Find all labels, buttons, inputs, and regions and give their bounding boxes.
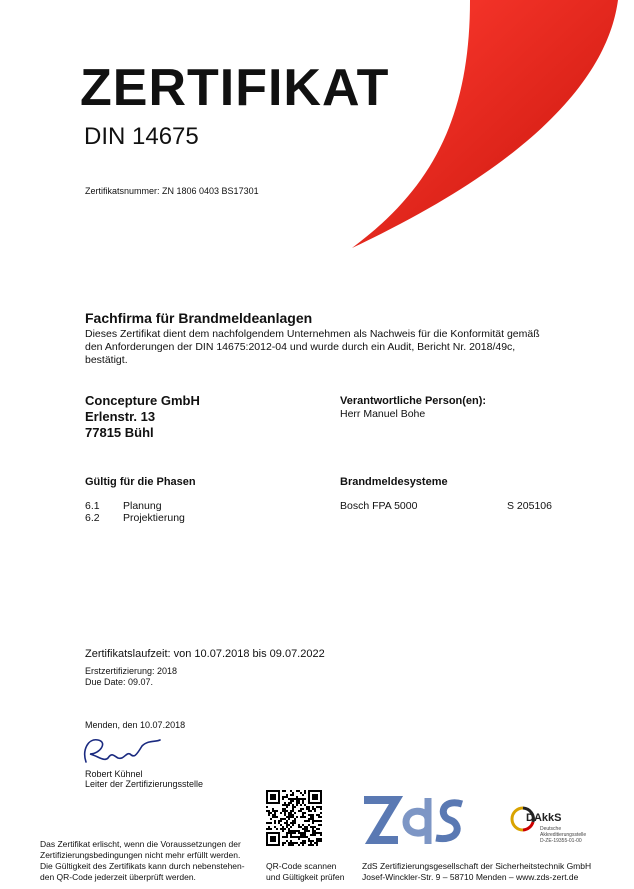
intro-text-line-3: bestätigt. [85, 354, 128, 366]
footer-notice-line: den QR-Code jederzeit überprüft werden. [40, 872, 196, 882]
standard-label: DIN 14675 [84, 123, 199, 150]
first-certification: Erstzertifizierung: 2018 [85, 666, 178, 676]
validity-period: Zertifikatslaufzeit: von 10.07.2018 bis 09.07.2022 [85, 648, 325, 660]
phase-label: Projektierung [123, 512, 185, 524]
qr-code[interactable] [266, 790, 322, 846]
responsible-name: Herr Manuel Bohe [340, 408, 426, 420]
signatory-role: Leiter der Zertifizierungsstelle [85, 779, 204, 789]
due-date: Due Date: 09.07. [85, 677, 154, 687]
signatory-name: Robert Kühnel [85, 769, 143, 779]
intro-heading: Fachfirma für Brandmeldeanlagen [85, 310, 313, 326]
system-name: Bosch FPA 5000 [340, 500, 418, 512]
footer-notice-line: Das Zertifikat erlischt, wenn die Voraussetzungen der [40, 839, 241, 849]
intro-text-line-1: Dieses Zertifikat dient dem nachfolgendem Unternehmen als Nachweis für die Konformität gemäß [85, 328, 540, 340]
phase-number: 6.1 [85, 500, 100, 512]
phase-label: Planung [123, 500, 162, 512]
dakks-line: D-ZE-19355-01-00 [540, 838, 582, 844]
footer-notice-line: Die Gültigkeit des Zertifikats kann durch nebenstehen- [40, 861, 245, 871]
handwritten-signature [78, 732, 168, 768]
qr-caption-line: und Gültigkeit prüfen [266, 872, 345, 882]
org-address-line: ZdS Zertifizierungsgesellschaft der Sicherheitstechnik GmbH [362, 861, 592, 871]
place-date: Menden, den 10.07.2018 [85, 720, 186, 730]
dakks-line: Deutsche [540, 826, 562, 832]
qr-caption-line: QR-Code scannen [266, 861, 337, 871]
dakks-line: Akkreditierungsstelle [540, 832, 587, 838]
phase-number: 6.2 [85, 512, 100, 524]
system-code: S 205106 [507, 500, 552, 512]
footer-notice-line: Zertifizierungsbedingungen nicht mehr erfüllt werden. [40, 850, 241, 860]
org-address-line: Josef-Winckler-Str. 9 – 58710 Menden – www.zds-zert.de [362, 872, 579, 882]
responsible-label: Verantwortliche Person(en): [340, 395, 487, 407]
certificate-title: ZERTIFIKAT [80, 59, 390, 117]
intro-text-line-2: den Anforderungen der DIN 14675:2012-04 und wurde durch ein Audit, Bericht Nr. 2018/49c, [85, 341, 516, 353]
company-name: Concepture GmbH [85, 393, 200, 408]
certificate-number: Zertifikatsnummer: ZN 1806 0403 BS17301 [85, 186, 259, 196]
phases-heading: Gültig für die Phasen [85, 476, 196, 488]
dakks-name: DAkkS [526, 812, 562, 824]
systems-heading: Brandmeldesysteme [340, 476, 448, 488]
company-city: 77815 Bühl [85, 425, 154, 440]
zds-logo [362, 790, 466, 852]
company-street: Erlenstr. 13 [85, 409, 156, 424]
